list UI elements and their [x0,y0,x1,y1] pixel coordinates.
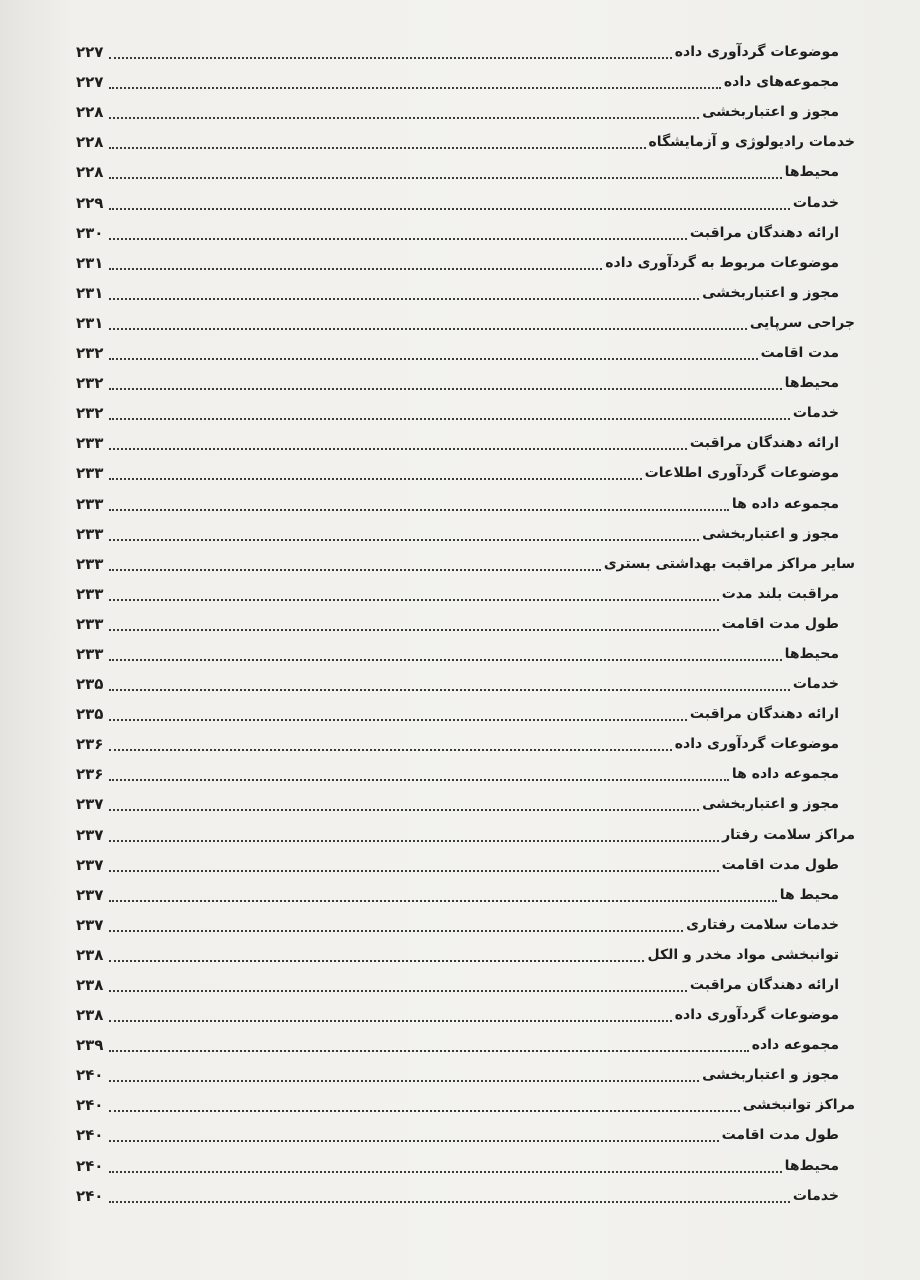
dot-leader [109,900,777,902]
toc-page-number: ۲۴۰ [76,1156,104,1175]
toc-entry-title: محیط‌ها [784,164,839,181]
toc-page-number: ۲۳۸ [76,945,104,964]
dot-leader [109,358,758,360]
toc-entry-title: موضوعات گردآوری داده [674,1007,839,1024]
toc-page-number: ۲۲۹ [76,193,104,212]
toc-entry [76,695,855,725]
dot-leader [109,328,747,330]
toc-entry-title: ارائه دهندگان مراقبت [689,706,839,723]
dot-leader [109,388,782,390]
dot-leader [109,87,721,89]
dot-leader [109,1140,719,1142]
toc-entry [76,244,855,274]
toc-entry [76,424,855,454]
toc-page-number: ۲۳۳ [76,464,104,483]
toc-entry-title: محیط‌ها [784,1157,839,1174]
dot-leader [109,990,687,992]
toc-page-number: ۲۲۸ [76,163,104,182]
toc-entry-title: مدت اقامت [760,345,839,362]
dot-leader [109,749,672,751]
dot-leader [109,478,642,480]
dot-leader [109,448,687,450]
toc-entry-title: طول مدت اقامت [721,1127,839,1144]
toc-entry [76,454,855,484]
toc-entry [76,183,855,213]
toc-page-number: ۲۳۲ [76,344,104,363]
toc-page-number: ۲۲۷ [76,43,104,62]
toc-entry [76,214,855,244]
toc-entry [76,665,855,695]
toc-page-number: ۲۴۰ [76,1186,104,1205]
toc-page-number: ۲۳۳ [76,584,104,603]
toc-entry-title: مجموعه‌های داده [723,74,839,91]
toc-page-number: ۲۴۰ [76,1066,104,1085]
toc-entry [76,936,855,966]
toc-page-number: ۲۳۹ [76,1036,104,1055]
toc-page-number: ۲۳۶ [76,765,104,784]
toc-page-number: ۲۳۷ [76,855,104,874]
toc-entry [76,515,855,545]
toc-entry [76,153,855,183]
dot-leader [109,719,687,721]
toc-entry-title: سایر مراکز مراقبت بهداشتی بستری [603,555,855,572]
toc-page-number: ۲۲۸ [76,103,104,122]
toc-page-number: ۲۳۷ [76,885,104,904]
toc-entry-title: خدمات رادیولوژی و آزمایشگاه [648,134,855,151]
toc-page-number: ۲۳۳ [76,524,104,543]
dot-leader [109,1110,740,1112]
toc-section-entry [76,1086,855,1116]
toc-page-number: ۲۳۳ [76,614,104,633]
toc-page-number: ۲۳۸ [76,976,104,994]
toc-entry-title: مجوز و اعتباربخشی [702,796,839,813]
toc-entry [76,334,855,364]
toc-page-number: ۲۴۰ [76,1126,104,1145]
toc-entry-title: مجوز و اعتباربخشی [702,1067,839,1084]
toc-entry [76,364,855,394]
dot-leader [109,1171,782,1173]
dot-leader [109,117,699,119]
dot-leader [109,870,719,872]
toc-entry-title: خدمات سلامت رفتاری [686,916,839,933]
toc-entry [76,906,855,936]
dot-leader [109,147,646,149]
dot-leader [109,1020,672,1022]
toc-entry-title: مراکز توانبخشی [742,1097,855,1114]
toc-page-number: ۲۳۳ [76,554,104,573]
toc-entry-title: خدمات [792,194,839,211]
dot-leader [109,208,790,210]
toc-entry-title: مجوز و اعتباربخشی [702,104,839,121]
toc-entry-title: مراقبت بلند مدت [721,585,839,602]
toc-entry [76,484,855,514]
toc-entry [76,966,855,996]
toc-entry [76,93,855,123]
toc-page-number: ۲۳۱ [76,283,104,302]
toc-entry [76,33,855,63]
toc-entry [76,605,855,635]
toc-entry-title: مراکز سلامت رفتار [722,826,855,843]
toc-entry [76,876,855,906]
toc-entry-title: مجموعه داده ها [731,495,839,512]
dot-leader [109,268,602,270]
toc-page-number: ۲۳۵ [76,675,104,694]
toc-entry [76,63,855,93]
toc-entry [76,725,855,755]
dot-leader [109,599,719,601]
toc-entry-title: ارائه دهندگان مراقبت [689,224,839,241]
dot-leader [109,298,699,300]
toc-page-number: ۲۳۵ [76,705,104,724]
toc-page-number: ۲۳۷ [76,795,104,814]
toc-page-number: ۲۳۳ [76,494,104,513]
dot-leader [109,509,729,511]
toc-entry-title: موضوعات گردآوری داده [674,44,839,61]
dot-leader [109,1201,790,1203]
toc-entry-title: محیط‌ها [784,645,839,662]
toc-entry-title: ارائه دهندگان مراقبت [689,435,839,452]
toc-page-number: ۲۲۷ [76,73,104,92]
toc-page-number: ۲۳۶ [76,735,104,754]
toc-page-number: ۲۳۷ [76,915,104,934]
toc-page-number: ۲۳۷ [76,825,104,844]
dot-leader [109,629,719,631]
dot-leader [109,569,601,571]
toc-entry [76,1116,855,1146]
toc-entry [76,1177,855,1207]
toc-entry [76,575,855,605]
toc-entry-title: مجموعه داده ها [731,766,839,783]
toc-page-number: ۲۳۲ [76,374,104,393]
dot-leader [109,57,672,59]
toc-entry [76,635,855,665]
toc-entry [76,846,855,876]
toc-entry-title: محیط ها [779,886,839,903]
toc-entry-title: محیط‌ها [784,375,839,392]
toc-entry [76,1056,855,1086]
toc-page-number: ۲۳۸ [76,1006,104,1025]
table-of-contents [76,33,855,1207]
toc-entry-title: مجموعه داده [751,1037,839,1054]
dot-leader [109,1050,749,1052]
toc-section-entry [76,545,855,575]
toc-entry-title: مجوز و اعتباربخشی [702,284,839,301]
toc-page-number: ۲۳۰ [76,223,104,242]
toc-entry-title: طول مدت اقامت [721,615,839,632]
toc-entry-title: جراحی سرپایی [749,314,855,331]
toc-entry [76,1146,855,1176]
toc-page-number: ۲۳۲ [76,404,104,423]
toc-page-number: ۲۳۱ [76,253,104,272]
toc-page-number: ۲۳۱ [76,313,104,332]
toc-entry [76,996,855,1026]
toc-entry-title: موضوعات گردآوری اطلاعات [644,465,839,482]
dot-leader [109,779,729,781]
dot-leader [109,539,699,541]
toc-page-number: ۲۲۸ [76,133,104,152]
toc-section-entry [76,815,855,845]
dot-leader [109,659,782,661]
dot-leader [109,930,683,932]
dot-leader [109,689,790,691]
dot-leader [109,1080,699,1082]
dot-leader [109,418,790,420]
toc-entry [76,394,855,424]
toc-entry-title: طول مدت اقامت [721,856,839,873]
toc-entry [76,1026,855,1056]
dot-leader [109,177,782,179]
dot-leader [109,238,687,240]
toc-section-entry [76,123,855,153]
toc-page-number: ۲۳۳ [76,434,104,453]
toc-entry-title: مجوز و اعتباربخشی [702,525,839,542]
toc-entry-title: خدمات [792,676,839,693]
toc-entry [76,755,855,785]
toc-page-number: ۲۳۳ [76,644,104,663]
toc-section-entry [76,304,855,334]
dot-leader [109,960,644,962]
toc-entry-title: موضوعات گردآوری داده [674,736,839,753]
toc-entry-title: خدمات [792,1187,839,1204]
toc-entry [76,274,855,304]
toc-entry [76,785,855,815]
toc-entry-title: موضوعات مربوط به گردآوری داده [605,254,839,271]
toc-entry-title: توانبخشی مواد مخدر و الکل [647,946,839,963]
toc-entry-title: خدمات [792,405,839,422]
dot-leader [109,809,699,811]
dot-leader [109,840,719,842]
toc-entry-title: ارائه دهندگان مراقبت [689,977,839,993]
toc-page-number: ۲۴۰ [76,1096,104,1115]
